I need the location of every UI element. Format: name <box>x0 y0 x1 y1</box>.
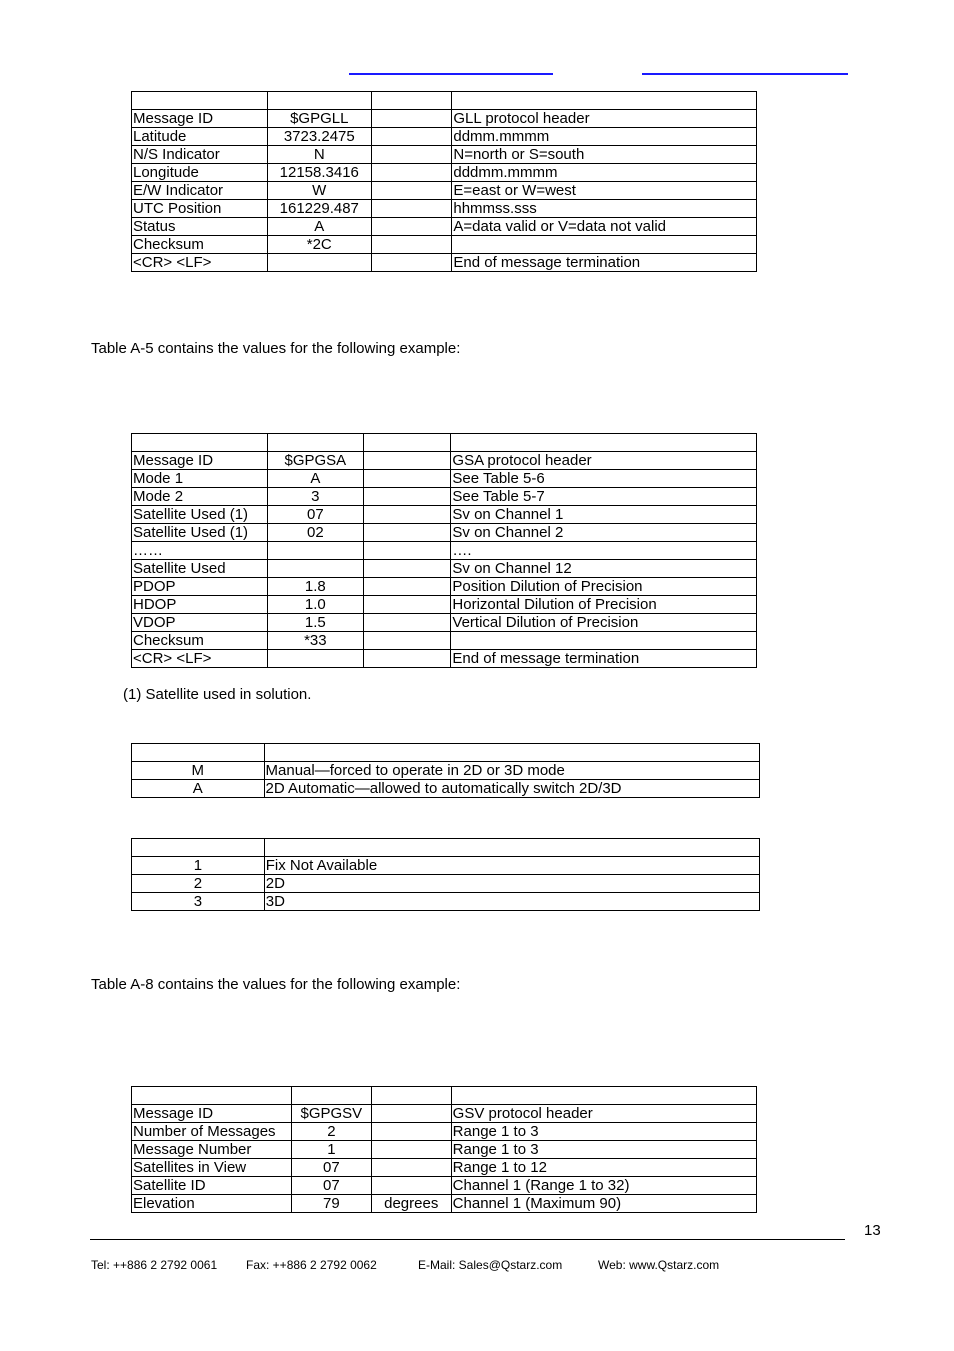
table-row <box>132 578 757 596</box>
table-cell <box>267 92 371 110</box>
table-cell: Message ID <box>132 452 268 470</box>
table-cell: GSV protocol header <box>451 1105 756 1123</box>
table-cell: Satellite Used (1) <box>132 506 268 524</box>
table-cell: Range 1 to 3 <box>451 1141 756 1159</box>
table-row <box>132 128 757 146</box>
gsa-footnote: (1) Satellite used in solution. <box>123 686 312 703</box>
table-cell <box>363 596 451 614</box>
table-cell <box>371 164 452 182</box>
table-cell: Satellites in View <box>132 1159 292 1177</box>
table-cell <box>363 452 451 470</box>
table-cell: …… <box>132 542 268 560</box>
table-header-row <box>132 92 757 110</box>
table-cell <box>371 146 452 164</box>
table-cell: Checksum <box>132 236 268 254</box>
table-cell: Channel 1 (Range 1 to 32) <box>451 1177 756 1195</box>
table-cell: 07 <box>291 1177 371 1195</box>
table-row <box>132 893 760 911</box>
table-row <box>132 200 757 218</box>
table-cell: <CR> <LF> <box>132 254 268 272</box>
table-row <box>132 182 757 200</box>
table-cell: Manual—forced to operate in 2D or 3D mode <box>264 762 759 780</box>
table-cell: A <box>267 218 371 236</box>
table-cell <box>363 542 451 560</box>
table-cell: 1 <box>132 857 265 875</box>
table-row <box>132 470 757 488</box>
table-cell <box>267 434 363 452</box>
table-cell <box>363 488 451 506</box>
table-row <box>132 254 757 272</box>
table-cell: 2 <box>132 875 265 893</box>
table-cell: $GPGSA <box>267 452 363 470</box>
gsv-data-format-table <box>131 1086 757 1213</box>
table-cell: Mode 1 <box>132 470 268 488</box>
table-cell: 02 <box>267 524 363 542</box>
table-cell <box>291 1087 371 1105</box>
table-cell <box>363 650 451 668</box>
table-cell <box>451 434 757 452</box>
table-cell: GSA protocol header <box>451 452 757 470</box>
table-cell: degrees <box>371 1195 451 1213</box>
table-cell: M <box>132 762 265 780</box>
table-cell: Horizontal Dilution of Precision <box>451 596 757 614</box>
table-row <box>132 1177 757 1195</box>
table-cell: End of message termination <box>452 254 757 272</box>
table-row <box>132 780 760 798</box>
header-link-underline-right[interactable] <box>642 73 848 75</box>
table-cell <box>363 578 451 596</box>
table-cell <box>371 218 452 236</box>
table-cell <box>267 542 363 560</box>
footer-fax: Fax: ++886 2 2792 0062 <box>246 1258 377 1272</box>
table-row <box>132 1123 757 1141</box>
table-cell <box>132 1087 292 1105</box>
table-row <box>132 650 757 668</box>
table-row <box>132 110 757 128</box>
table-cell <box>371 92 452 110</box>
gsa-data-format-table <box>131 433 757 668</box>
table-cell: Channel 1 (Maximum 90) <box>451 1195 756 1213</box>
table-cell <box>363 560 451 578</box>
table-cell: VDOP <box>132 614 268 632</box>
table-header-row <box>132 839 760 857</box>
table-row <box>132 506 757 524</box>
table-row <box>132 146 757 164</box>
table-row <box>132 632 757 650</box>
table-cell <box>267 560 363 578</box>
table-cell: 2D Automatic—allowed to automatically switch 2D/3D <box>264 780 759 798</box>
table-a5-intro: Table A-5 contains the values for the following example: <box>91 340 461 357</box>
table-cell: W <box>267 182 371 200</box>
table-cell: Status <box>132 218 268 236</box>
table-cell: See Table 5-7 <box>451 488 757 506</box>
table-cell: See Table 5-6 <box>451 470 757 488</box>
table-cell <box>452 236 757 254</box>
table-row <box>132 452 757 470</box>
table-cell <box>371 1123 451 1141</box>
table-cell <box>363 524 451 542</box>
table-cell <box>267 254 371 272</box>
footer-rule <box>90 1239 845 1240</box>
table-row <box>132 542 757 560</box>
table-cell: A=data valid or V=data not valid <box>452 218 757 236</box>
table-cell: Latitude <box>132 128 268 146</box>
table-cell: Satellite ID <box>132 1177 292 1195</box>
table-row <box>132 218 757 236</box>
table-cell <box>371 1159 451 1177</box>
table-cell <box>451 1087 756 1105</box>
table-cell <box>451 632 757 650</box>
table-cell: Satellite Used (1) <box>132 524 268 542</box>
table-cell: A <box>132 780 265 798</box>
table-cell: Longitude <box>132 164 268 182</box>
table-header-row <box>132 744 760 762</box>
table-cell: N=north or S=south <box>452 146 757 164</box>
table-row <box>132 488 757 506</box>
footer-email[interactable]: E-Mail: Sales@Qstarz.com <box>418 1258 563 1272</box>
table-cell <box>371 1105 451 1123</box>
table-row <box>132 524 757 542</box>
table-cell: 3 <box>267 488 363 506</box>
table-cell <box>363 632 451 650</box>
table-cell: Number of Messages <box>132 1123 292 1141</box>
footer-web[interactable]: Web: www.Qstarz.com <box>598 1258 720 1272</box>
table-cell <box>371 254 452 272</box>
table-cell <box>371 128 452 146</box>
table-cell <box>132 839 265 857</box>
table-header-row <box>132 434 757 452</box>
table-cell: Range 1 to 3 <box>451 1123 756 1141</box>
table-cell <box>132 744 265 762</box>
table-cell: UTC Position <box>132 200 268 218</box>
table-cell: Mode 2 <box>132 488 268 506</box>
table-cell <box>264 839 759 857</box>
table-cell <box>363 470 451 488</box>
table-cell: 2 <box>291 1123 371 1141</box>
table-cell: …. <box>451 542 757 560</box>
table-cell <box>363 506 451 524</box>
table-cell: *33 <box>267 632 363 650</box>
table-cell: Sv on Channel 1 <box>451 506 757 524</box>
table-cell: E=east or W=west <box>452 182 757 200</box>
table-cell <box>267 650 363 668</box>
table-cell: 1.8 <box>267 578 363 596</box>
table-cell: 07 <box>291 1159 371 1177</box>
table-cell <box>371 1177 451 1195</box>
table-cell: 3 <box>132 893 265 911</box>
table-row <box>132 560 757 578</box>
table-cell: Message ID <box>132 110 268 128</box>
table-cell: hhmmss.sss <box>452 200 757 218</box>
table-cell: ddmm.mmmm <box>452 128 757 146</box>
table-row <box>132 1105 757 1123</box>
table-row <box>132 1159 757 1177</box>
table-cell: 3D <box>264 893 759 911</box>
table-cell <box>363 614 451 632</box>
table-cell: 79 <box>291 1195 371 1213</box>
table-cell <box>132 434 268 452</box>
table-cell: End of message termination <box>451 650 757 668</box>
table-cell: dddmm.mmmm <box>452 164 757 182</box>
table-cell: $GPGLL <box>267 110 371 128</box>
table-cell: <CR> <LF> <box>132 650 268 668</box>
table-cell: 161229.487 <box>267 200 371 218</box>
table-cell: Range 1 to 12 <box>451 1159 756 1177</box>
table-cell: Satellite Used <box>132 560 268 578</box>
table-row <box>132 857 760 875</box>
table-cell: 1.0 <box>267 596 363 614</box>
table-header-row <box>132 1087 757 1105</box>
table-row <box>132 596 757 614</box>
table-cell: GLL protocol header <box>452 110 757 128</box>
table-cell: Sv on Channel 12 <box>451 560 757 578</box>
table-cell: 1.5 <box>267 614 363 632</box>
mode1-table <box>131 743 760 798</box>
table-cell <box>132 92 268 110</box>
table-cell: Message ID <box>132 1105 292 1123</box>
page-number: 13 <box>864 1222 881 1239</box>
table-row <box>132 875 760 893</box>
table-row <box>132 164 757 182</box>
table-cell: Elevation <box>132 1195 292 1213</box>
table-cell: 12158.3416 <box>267 164 371 182</box>
table-cell <box>264 744 759 762</box>
table-cell <box>371 182 452 200</box>
table-cell: Vertical Dilution of Precision <box>451 614 757 632</box>
table-row <box>132 762 760 780</box>
table-cell: HDOP <box>132 596 268 614</box>
table-row <box>132 614 757 632</box>
table-cell: N <box>267 146 371 164</box>
table-cell: 2D <box>264 875 759 893</box>
table-cell: Position Dilution of Precision <box>451 578 757 596</box>
table-a8-intro: Table A-8 contains the values for the following example: <box>91 976 461 993</box>
header-link-underline-left[interactable] <box>349 73 553 75</box>
table-row <box>132 1141 757 1159</box>
table-cell: 07 <box>267 506 363 524</box>
table-cell: 1 <box>291 1141 371 1159</box>
table-row <box>132 1195 757 1213</box>
table-cell: *2C <box>267 236 371 254</box>
mode2-table <box>131 838 760 911</box>
table-cell: N/S Indicator <box>132 146 268 164</box>
table-cell <box>363 434 451 452</box>
gll-data-format-table <box>131 91 757 272</box>
table-cell <box>371 110 452 128</box>
table-cell <box>371 200 452 218</box>
table-cell: Message Number <box>132 1141 292 1159</box>
table-cell <box>371 1087 451 1105</box>
table-cell <box>371 1141 451 1159</box>
table-row <box>132 236 757 254</box>
footer-tel: Tel: ++886 2 2792 0061 <box>91 1258 218 1272</box>
table-cell: Sv on Channel 2 <box>451 524 757 542</box>
table-cell: A <box>267 470 363 488</box>
table-cell: $GPGSV <box>291 1105 371 1123</box>
table-cell <box>452 92 757 110</box>
table-cell: PDOP <box>132 578 268 596</box>
table-cell: Fix Not Available <box>264 857 759 875</box>
table-cell <box>371 236 452 254</box>
table-cell: E/W Indicator <box>132 182 268 200</box>
table-cell: Checksum <box>132 632 268 650</box>
table-cell: 3723.2475 <box>267 128 371 146</box>
